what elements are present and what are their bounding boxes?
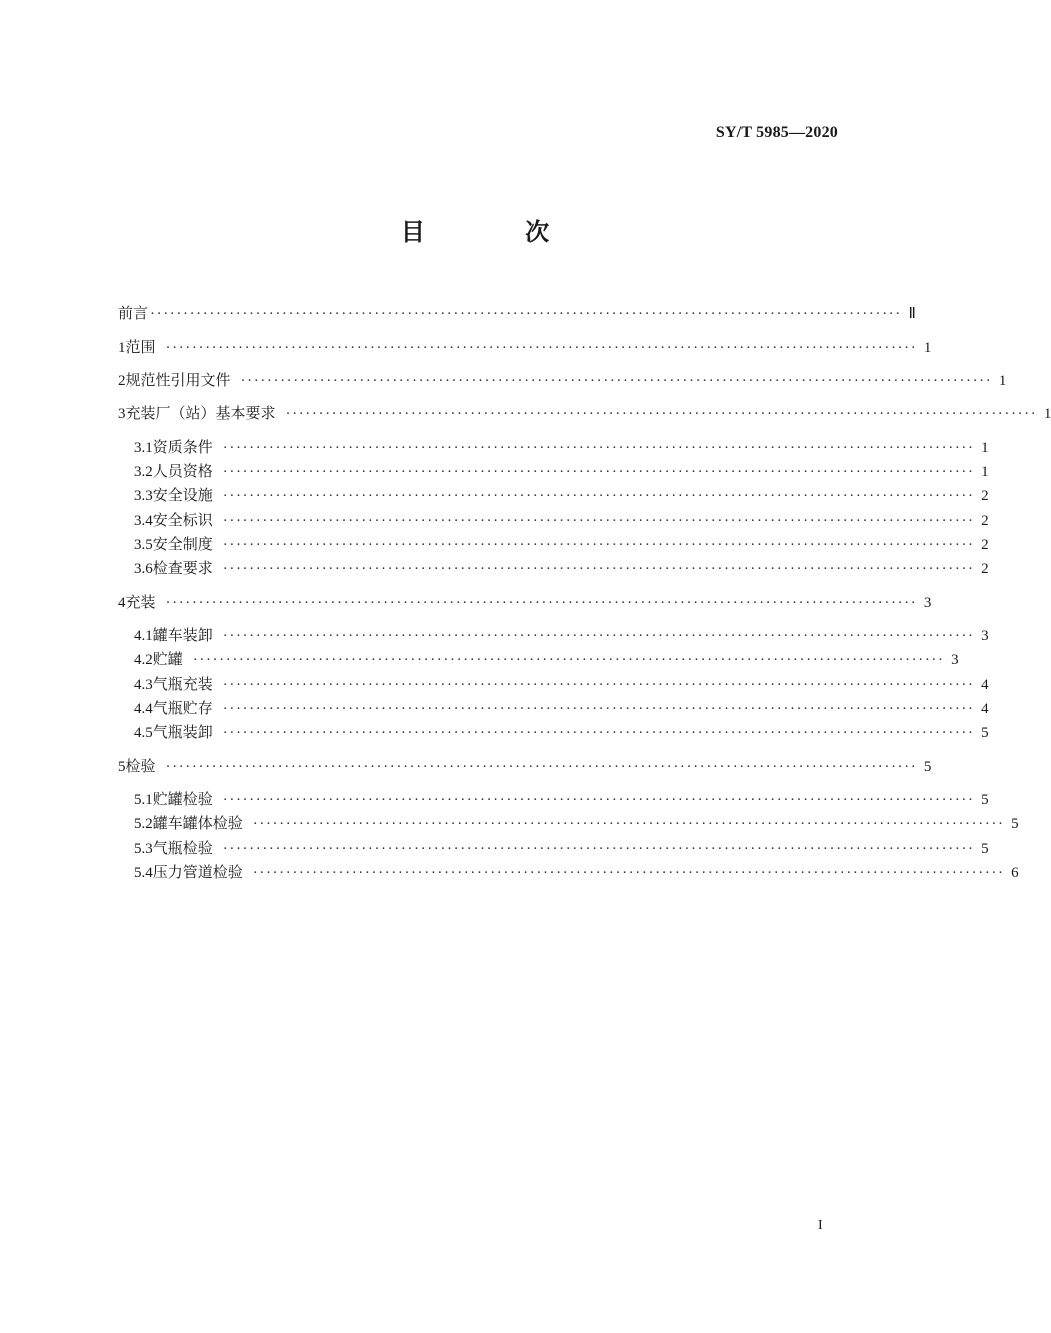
toc-entry-label: 罐车装卸 <box>152 626 213 644</box>
toc-page-number: 5 <box>981 841 989 857</box>
toc-leader-dots: ·················································································································· <box>222 513 975 529</box>
toc-page-number: 1 <box>981 464 989 480</box>
toc-page-number: 2 <box>981 513 989 529</box>
toc-leader-dots: ·················································································································· <box>165 595 918 611</box>
toc-entry-label: 安全制度 <box>152 535 213 553</box>
toc-entry-number: 3.6 <box>134 561 153 577</box>
toc-entry-number: 5 <box>118 759 126 775</box>
toc-page-number: 1 <box>981 440 989 456</box>
toc-entry-5-2[interactable] <box>134 813 1019 834</box>
toc-leader-dots: ·················································································································· <box>192 652 945 668</box>
toc-entry-number: 3 <box>118 406 126 422</box>
toc-page-number: 2 <box>981 488 989 504</box>
toc-page-number: 5 <box>1011 816 1019 832</box>
toc-entry-2[interactable] <box>118 370 1007 391</box>
toc-entry-number: 3.3 <box>134 488 153 504</box>
toc-leader-dots: ·················································································································· <box>222 677 975 693</box>
toc-entry-number: 4.5 <box>134 725 153 741</box>
toc-leader-dots: ·················································································································· <box>222 792 975 808</box>
toc-page-number: 1 <box>923 340 932 356</box>
toc-entry-number: 2 <box>118 373 126 389</box>
toc-leader-dots: ·················································································································· <box>222 628 975 644</box>
footer-page-number: I <box>818 1218 823 1233</box>
toc-leader-dots: ·················································································································· <box>165 340 918 356</box>
toc-entry-label: 气瓶装卸 <box>152 723 213 741</box>
toc-entry-label: 规范性引用文件 <box>125 371 231 389</box>
toc-entry-number: 4.3 <box>134 677 153 693</box>
toc-page-number: 2 <box>981 537 989 553</box>
toc-entry-label: 范围 <box>125 338 156 356</box>
toc-entry-label: 气瓶贮存 <box>152 699 213 717</box>
toc-leader-dots: ·················································································································· <box>150 306 902 322</box>
toc-leader-dots: ·················································································································· <box>240 373 993 389</box>
toc-page-number: 2 <box>981 561 989 577</box>
toc-entry-label: 前言 <box>118 304 149 322</box>
toc-entry-5[interactable] <box>118 756 932 777</box>
toc-entry-label: 充装厂（站）基本要求 <box>125 404 276 422</box>
toc-page-number: 4 <box>981 701 989 717</box>
toc-entry-number: 3.2 <box>134 464 153 480</box>
page-title: 目 次 <box>400 218 596 246</box>
toc-entry-label: 资质条件 <box>152 438 213 456</box>
toc-entry-number: 4.2 <box>134 652 153 668</box>
toc-entry-label: 安全标识 <box>152 511 213 529</box>
toc-leader-dots: ·················································································································· <box>222 440 975 456</box>
toc-page-number: 1 <box>1043 406 1051 422</box>
toc-entry-label: 充装 <box>125 593 156 611</box>
toc-leader-dots: ·················································································································· <box>252 865 1005 881</box>
toc-leader-dots: ·················································································································· <box>165 759 918 775</box>
toc-leader-dots: ·················································································································· <box>252 816 1005 832</box>
toc-page-number: 5 <box>981 725 989 741</box>
toc-leader-dots: ·················································································································· <box>285 406 1038 422</box>
toc-entry-number: 3.1 <box>134 440 153 456</box>
toc-leader-dots: ·················································································································· <box>222 488 975 504</box>
toc-entry-number: 5.3 <box>134 841 153 857</box>
toc-entry-number: 1 <box>118 340 126 356</box>
toc-entry-3-4[interactable] <box>134 510 989 531</box>
toc-entry-3-1[interactable] <box>134 437 989 458</box>
toc-entry-4-4[interactable] <box>134 698 989 719</box>
toc-entry-4-3[interactable] <box>134 674 989 695</box>
toc-entry-label: 气瓶检验 <box>152 839 213 857</box>
toc-entry-5-4[interactable] <box>134 862 1019 883</box>
toc-page-number: Ⅱ <box>908 306 916 322</box>
toc-entry-number: 3.4 <box>134 513 153 529</box>
toc-entry-label: 安全设施 <box>152 486 213 504</box>
toc-entry-3[interactable] <box>118 403 1051 424</box>
toc-page-number: 3 <box>981 628 989 644</box>
toc-entry-number: 4.4 <box>134 701 153 717</box>
toc-entry-number: 3.5 <box>134 537 153 553</box>
toc-entry-foreword[interactable] <box>118 303 916 324</box>
toc-entry-4-1[interactable] <box>134 625 989 646</box>
toc-page-number: 3 <box>951 652 959 668</box>
toc-entry-label: 贮罐 <box>152 650 183 668</box>
toc-page-number: 4 <box>981 677 989 693</box>
toc-entry-4-5[interactable] <box>134 722 989 743</box>
toc-leader-dots: ·················································································································· <box>222 561 975 577</box>
toc-page-number: 5 <box>923 759 932 775</box>
toc-entry-number: 4.1 <box>134 628 153 644</box>
toc-page-number: 6 <box>1011 865 1019 881</box>
toc-entry-3-2[interactable] <box>134 461 989 482</box>
toc-entry-number: 5.1 <box>134 792 153 808</box>
toc-leader-dots: ·················································································································· <box>222 537 975 553</box>
toc-page-number: 5 <box>981 792 989 808</box>
toc-entry-number: 5.4 <box>134 865 153 881</box>
toc-entry-label: 罐车罐体检验 <box>152 814 243 832</box>
toc-entry-number: 5.2 <box>134 816 153 832</box>
toc-entry-3-5[interactable] <box>134 534 989 555</box>
toc-entry-3-3[interactable] <box>134 485 989 506</box>
toc-entry-1[interactable] <box>118 337 932 358</box>
toc-entry-4-2[interactable] <box>134 649 959 670</box>
toc-page-number: 1 <box>998 373 1007 389</box>
toc-leader-dots: ·················································································································· <box>222 841 975 857</box>
standard-code: SY/T 5985—2020 <box>715 124 838 141</box>
toc-entry-label: 人员资格 <box>152 462 213 480</box>
toc-entry-number: 4 <box>118 595 126 611</box>
toc-entry-label: 压力管道检验 <box>152 863 243 881</box>
toc-leader-dots: ·················································································································· <box>222 464 975 480</box>
toc-entry-label: 检查要求 <box>152 559 213 577</box>
toc-leader-dots: ·················································································································· <box>222 725 975 741</box>
toc-entry-label: 贮罐检验 <box>152 790 213 808</box>
toc-entry-label: 气瓶充装 <box>152 675 213 693</box>
toc-entry-5-3[interactable] <box>134 838 989 859</box>
toc-entry-5-1[interactable] <box>134 789 989 810</box>
toc-leader-dots: ·················································································································· <box>222 701 975 717</box>
toc-page-number: 3 <box>923 595 932 611</box>
toc-entry-label: 检验 <box>125 757 156 775</box>
toc-entry-3-6[interactable] <box>134 558 989 579</box>
toc-entry-4[interactable] <box>118 592 932 613</box>
